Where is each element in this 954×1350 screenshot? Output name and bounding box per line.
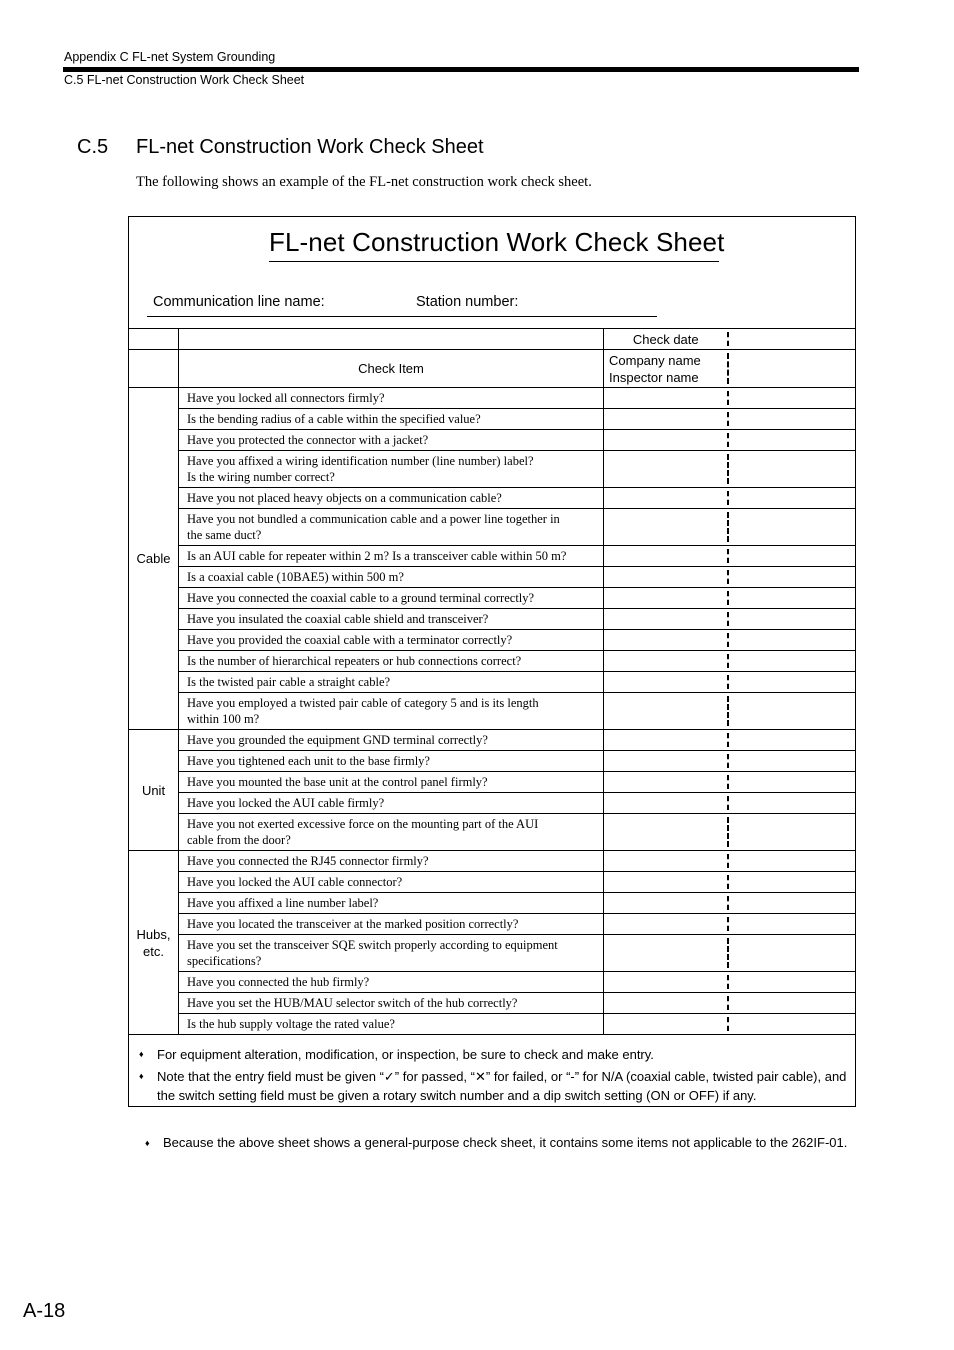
entry-field[interactable] [604, 509, 728, 546]
company-inspector-header [604, 350, 728, 388]
check-item-text: Have you located the transceiver at the marked position correctly? [187, 917, 519, 931]
check-row [129, 546, 856, 567]
entry-field[interactable] [604, 451, 728, 488]
entry-field[interactable] [604, 993, 728, 1014]
check-row [129, 693, 856, 730]
check-item-text: Have you set the transceiver SQE switch properly according to equipment [187, 938, 558, 952]
company-name-label: Company name [609, 352, 701, 368]
check-row [129, 851, 856, 872]
check-item-text: Have you employed a twisted pair cable of category 5 and is its length [187, 696, 539, 710]
category-label: Hubs, etc. [136, 926, 171, 959]
entry-field-2[interactable] [728, 609, 856, 630]
entry-field[interactable] [604, 772, 728, 793]
check-item-text: the same duct? [187, 528, 262, 542]
entry-field-2[interactable] [728, 451, 856, 488]
running-header-section: C.5 FL-net Construction Work Check Sheet [64, 73, 305, 87]
check-item [179, 935, 604, 972]
entry-field[interactable] [604, 730, 728, 751]
dashed-divider [727, 775, 729, 789]
entry-field-2[interactable] [728, 793, 856, 814]
check-item-text: Have you locked the AUI cable connector? [187, 875, 403, 889]
check-item [179, 630, 604, 651]
check-item [179, 914, 604, 935]
check-item-text: Have you mounted the base unit at the control panel firmly? [187, 775, 488, 789]
dashed-divider [727, 938, 729, 968]
entry-field-2[interactable] [728, 430, 856, 451]
dashed-divider [727, 896, 729, 910]
check-item [179, 451, 604, 488]
check-row [129, 388, 856, 409]
check-row [129, 751, 856, 772]
running-header-chapter: Appendix C FL-net System Grounding [64, 50, 276, 64]
entry-field-2[interactable] [728, 509, 856, 546]
entry-field[interactable] [604, 488, 728, 509]
check-item [179, 793, 604, 814]
dashed-divider [727, 491, 729, 505]
check-item [179, 588, 604, 609]
check-row [129, 772, 856, 793]
check-item [179, 388, 604, 409]
entry-field-2[interactable] [728, 567, 856, 588]
entry-field[interactable] [604, 546, 728, 567]
check-item [179, 430, 604, 451]
entry-field[interactable] [604, 1014, 728, 1035]
check-item-text: Have you not placed heavy objects on a communication cable? [187, 491, 502, 505]
check-row [129, 488, 856, 509]
check-item-text: Have you connected the coaxial cable to a ground terminal correctly? [187, 591, 535, 605]
check-sheet-form [128, 216, 856, 1107]
dashed-divider [727, 570, 729, 584]
dashed-divider [727, 591, 729, 605]
communication-line-rule [147, 316, 657, 317]
bullet-icon: ♦ [139, 1071, 144, 1081]
category-cell [129, 851, 179, 1035]
entry-field-2[interactable] [728, 872, 856, 893]
check-row [129, 814, 856, 851]
check-item [179, 609, 604, 630]
check-row [129, 972, 856, 993]
entry-field[interactable] [604, 793, 728, 814]
check-item [179, 567, 604, 588]
check-item-text: Is the twisted pair cable a straight cable? [187, 675, 391, 689]
check-item-text: Have you protected the connector with a jacket? [187, 433, 429, 447]
entry-field[interactable] [604, 388, 728, 409]
header-blank-cell [179, 329, 604, 350]
dashed-divider [727, 996, 729, 1010]
check-table [128, 328, 856, 1035]
sheet-title-underline [269, 261, 719, 262]
entry-field[interactable] [604, 672, 728, 693]
check-row [129, 630, 856, 651]
entry-field[interactable] [604, 851, 728, 872]
entry-field-2[interactable] [728, 693, 856, 730]
check-item-text: Have you set the HUB/MAU selector switch of the hub correctly? [187, 996, 518, 1010]
header-blank-cell [129, 329, 179, 350]
check-item-text: specifications? [187, 954, 262, 968]
check-item-text: Have you not exerted excessive force on the mounting part of the AUI [187, 817, 539, 831]
check-item [179, 993, 604, 1014]
check-item [179, 751, 604, 772]
check-row [129, 409, 856, 430]
entry-field[interactable] [604, 972, 728, 993]
check-item [179, 488, 604, 509]
check-item-text: Have you provided the coaxial cable with a terminator correctly? [187, 633, 513, 647]
dashed-divider [727, 391, 729, 405]
note-text: For equipment alteration, modification, or inspection, be sure to check and make entry. [157, 1047, 654, 1062]
footnote [145, 1134, 883, 1152]
entry-field[interactable] [604, 914, 728, 935]
category-cell [129, 730, 179, 851]
entry-field-2[interactable] [728, 488, 856, 509]
check-item-text: Have you connected the RJ45 connector firmly? [187, 854, 429, 868]
inspector-name-label: Inspector name [609, 369, 699, 385]
dashed-divider [727, 612, 729, 626]
check-item [179, 893, 604, 914]
check-item [179, 509, 604, 546]
entry-field[interactable] [604, 693, 728, 730]
dashed-divider [727, 696, 729, 726]
entry-field[interactable] [604, 814, 728, 851]
check-item [179, 972, 604, 993]
entry-field-2[interactable] [728, 388, 856, 409]
dashed-divider [727, 512, 729, 542]
check-row [129, 430, 856, 451]
bullet-icon: ♦ [145, 1138, 150, 1148]
check-row [129, 872, 856, 893]
page-number: A-18 [23, 1300, 66, 1322]
check-row [129, 935, 856, 972]
entry-field-2[interactable] [728, 672, 856, 693]
check-item-text: Have you grounded the equipment GND terminal correctly? [187, 733, 488, 747]
check-item [179, 1014, 604, 1035]
check-date-field[interactable] [728, 329, 856, 350]
check-item-text: within 100 m? [187, 712, 260, 726]
entry-field-2[interactable] [728, 993, 856, 1014]
entry-field-2[interactable] [728, 730, 856, 751]
dashed-divider [727, 875, 729, 889]
check-row [129, 567, 856, 588]
check-row [129, 893, 856, 914]
check-item-text: cable from the door? [187, 833, 291, 847]
dashed-divider [727, 817, 729, 847]
dashed-divider [727, 754, 729, 768]
bullet-icon: ♦ [139, 1049, 144, 1059]
dashed-divider [727, 975, 729, 989]
check-row [129, 793, 856, 814]
check-row [129, 651, 856, 672]
check-row [129, 1014, 856, 1035]
check-item [179, 546, 604, 567]
check-item [179, 651, 604, 672]
company-inspector-field[interactable] [728, 350, 856, 388]
check-item [179, 772, 604, 793]
sheet-title: FL-net Construction Work Check Sheet [269, 227, 725, 257]
station-number-label: Station number: [416, 294, 519, 310]
dashed-divider [727, 549, 729, 563]
entry-field-2[interactable] [728, 772, 856, 793]
check-row [129, 609, 856, 630]
check-item-text: Have you not bundled a communication cable and a power line together in [187, 512, 560, 526]
check-item [179, 672, 604, 693]
check-row [129, 509, 856, 546]
check-item-text: Have you affixed a wiring identification number (line number) label? [187, 454, 534, 468]
entry-field[interactable] [604, 893, 728, 914]
entry-field[interactable] [604, 935, 728, 972]
check-item [179, 730, 604, 751]
entry-field[interactable] [604, 872, 728, 893]
check-item [179, 872, 604, 893]
dashed-divider [727, 412, 729, 426]
check-row [129, 993, 856, 1014]
check-item [179, 851, 604, 872]
check-item-text: Is the bending radius of a cable within the specified value? [187, 412, 481, 426]
check-item-text: Have you connected the hub firmly? [187, 975, 370, 989]
check-item-text: Is a coaxial cable (10BAE5) within 500 m? [187, 570, 404, 584]
entry-field-2[interactable] [728, 409, 856, 430]
entry-field[interactable] [604, 630, 728, 651]
dashed-divider [727, 854, 729, 868]
entry-field-2[interactable] [728, 751, 856, 772]
section-title: FL-net Construction Work Check Sheet [136, 136, 484, 158]
check-item-text: Have you locked all connectors firmly? [187, 391, 385, 405]
category-label: Cable [136, 551, 171, 566]
check-item [179, 814, 604, 851]
dashed-divider [727, 433, 729, 447]
note-item [129, 1045, 855, 1064]
check-row [129, 672, 856, 693]
entry-field-2[interactable] [728, 588, 856, 609]
dashed-divider [727, 1017, 729, 1031]
check-item-text: Have you tightened each unit to the base firmly? [187, 754, 430, 768]
entry-field-2[interactable] [728, 935, 856, 972]
entry-field-2[interactable] [728, 630, 856, 651]
entry-field[interactable] [604, 430, 728, 451]
entry-field[interactable] [604, 651, 728, 672]
dashed-divider [727, 733, 729, 747]
check-row [129, 588, 856, 609]
check-item-text: Is the wiring number correct? [187, 470, 335, 484]
entry-field-2[interactable] [728, 893, 856, 914]
entry-field-2[interactable] [728, 851, 856, 872]
sheet-notes [129, 1040, 855, 1105]
check-item-text: Is an AUI cable for repeater within 2 m? Is a transceiver cable within 50 m? [187, 549, 567, 563]
note-item [129, 1067, 855, 1105]
entry-field-2[interactable] [728, 651, 856, 672]
check-item-text: Have you insulated the coaxial cable shield and transceiver? [187, 612, 489, 626]
entry-field[interactable] [604, 567, 728, 588]
communication-line-label: Communication line name: [153, 294, 325, 310]
check-item [179, 409, 604, 430]
check-row [129, 914, 856, 935]
entry-field-2[interactable] [728, 814, 856, 851]
check-item [179, 693, 604, 730]
check-row [129, 730, 856, 751]
check-row [129, 451, 856, 488]
check-item-text: Have you affixed a line number label? [187, 896, 379, 910]
section-number: C.5 [77, 136, 109, 158]
category-label: Unit [141, 782, 166, 798]
check-item-text: Have you locked the AUI cable firmly? [187, 796, 385, 810]
entry-field-2[interactable] [728, 546, 856, 567]
entry-field[interactable] [604, 409, 728, 430]
category-cell [129, 388, 179, 730]
entry-field[interactable] [604, 751, 728, 772]
entry-field-2[interactable] [728, 914, 856, 935]
entry-field-2[interactable] [728, 1014, 856, 1035]
footnote-text: Because the above sheet shows a general-purpose check sheet, it contains some items not applicable to the 262IF-01. [163, 1135, 848, 1150]
check-item-text: Is the number of hierarchical repeaters or hub connections correct? [187, 654, 522, 668]
check-item-text: Is the hub supply voltage the rated value? [187, 1017, 395, 1031]
check-date-label: Check date [604, 329, 728, 350]
header-blank-cell [129, 350, 179, 388]
intro-paragraph: The following shows an example of the FL-net construction work check sheet. [136, 174, 592, 190]
dashed-divider [727, 675, 729, 689]
dashed-divider [727, 654, 729, 668]
entry-field[interactable] [604, 588, 728, 609]
header-rule [63, 67, 859, 72]
dashed-divider [727, 796, 729, 810]
entry-field[interactable] [604, 609, 728, 630]
dashed-divider [727, 454, 729, 484]
dashed-divider [727, 633, 729, 647]
dashed-divider [727, 917, 729, 931]
check-item-header: Check Item [179, 350, 604, 388]
note-text: Note that the entry field must be given “✓” for passed, “✕” for failed, or “-” for N/A (coaxial cable, twisted pair cable), and the switch setting field must be given a rotary switch number and a dip switch setting (ON or OFF) if any. [157, 1069, 847, 1103]
entry-field-2[interactable] [728, 972, 856, 993]
